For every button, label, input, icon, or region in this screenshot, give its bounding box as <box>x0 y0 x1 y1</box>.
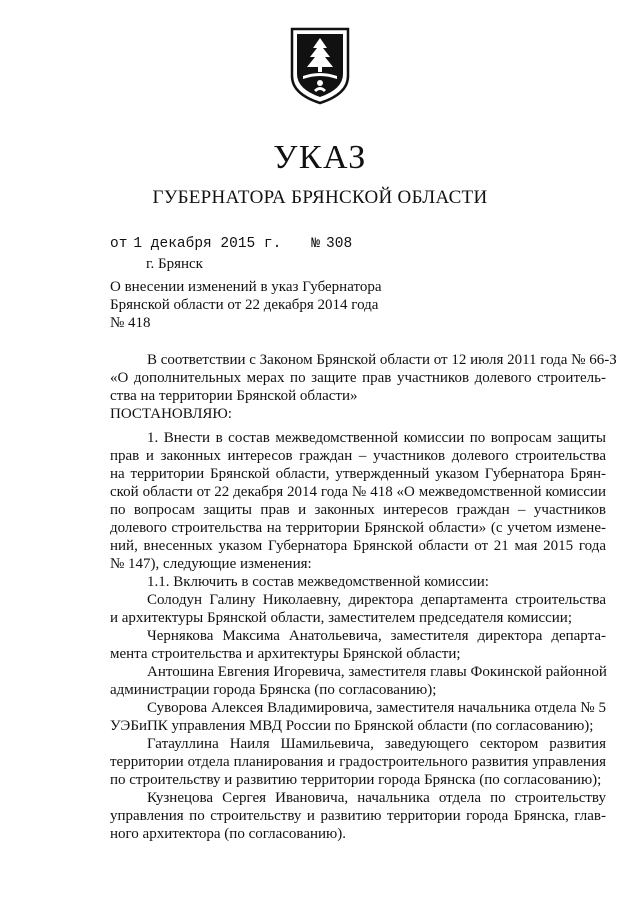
preamble-line: В соответствии с Законом Брянской области от 12 июля 2011 года № 66-З <box>147 352 617 368</box>
item1-line: ний, внесенных указом Губернатора Брянской области от 21 мая 2015 года <box>110 538 606 554</box>
date-value: 1 декабря 2015 г. <box>133 236 282 252</box>
about-line: № 418 <box>110 315 151 331</box>
preamble-line: ства на территории Брянской области» <box>110 388 358 404</box>
number-label: № <box>311 236 321 252</box>
item1-line: на территории Брянской области, утвержденный указом Губернатора Брян- <box>110 466 606 482</box>
decree-about <box>110 278 430 332</box>
member-line: Солодун Галину Николаевну, директора департамента строительства <box>147 592 606 608</box>
member-line: Гатауллина Наиля Шамильевича, заведующего сектором развития <box>147 736 606 752</box>
preamble-line: «О дополнительных мерах по защите прав участников долевого строитель- <box>110 370 606 386</box>
member-line: ного архитектора (по согласованию). <box>110 826 346 842</box>
decree-body <box>110 351 617 843</box>
member-line: Суворова Алексея Владимировича, заместителя начальника отдела № 5 <box>147 700 606 716</box>
member-line: УЭБиПК управления МВД России по Брянской области (по согласованию); <box>110 718 594 734</box>
document-title: УКАЗ <box>273 139 367 176</box>
item1-line: № 147), следующие изменения: <box>110 556 312 572</box>
date-prefix: от <box>110 236 128 252</box>
about-line: О внесении изменений в указ Губернатора <box>110 279 382 295</box>
member-line: управления по строительству и развитию территории города Брянска, глав- <box>110 808 606 824</box>
member-line: и архитектуры Брянской области, заместителем председателя комиссии; <box>110 610 573 626</box>
coat-of-arms-emblem <box>289 26 351 106</box>
item11-label: 1.1. Включить в состав межведомственной комиссии: <box>147 574 489 590</box>
member-line: Чернякова Максима Анатольевича, заместителя директора департа- <box>147 628 606 644</box>
member-line: Антошина Евгения Игоревича, заместителя главы Фокинской районной <box>147 664 607 680</box>
item1-line: долевого строительства на территории Брянской области» (с учетом измене- <box>110 520 606 536</box>
decree-word: ПОСТАНОВЛЯЮ: <box>110 406 232 422</box>
member-line: территории отдела планирования и градостроительного развития управления <box>110 754 606 770</box>
item1-line: 1. Внести в состав межведомственной комиссии по вопросам защиты <box>147 430 606 446</box>
place-of-issue: г. Брянск <box>146 256 203 272</box>
date-number-line <box>110 235 352 253</box>
number-value: 308 <box>326 236 353 252</box>
item1-line: прав и законных интересов граждан – участников долевого строительства <box>110 448 606 464</box>
member-line: Кузнецова Сергея Ивановича, начальника отдела по строительству <box>147 790 606 806</box>
item1-line: ской области от 22 декабря 2014 года № 418 «О межведомственной комиссии <box>110 484 606 500</box>
member-line: по строительству и развитию территории города Брянска (по согласованию); <box>110 772 602 788</box>
document-subtitle: ГУБЕРНАТОРА БРЯНСКОЙ ОБЛАСТИ <box>152 187 488 208</box>
item1-line: по вопросам защиты прав и законных интересов граждан – участников <box>110 502 606 518</box>
member-line: администрации города Брянска (по согласованию); <box>110 682 437 698</box>
about-line: Брянской области от 22 декабря 2014 года <box>110 297 379 313</box>
member-line: мента строительства и архитектуры Брянской области; <box>110 646 461 662</box>
